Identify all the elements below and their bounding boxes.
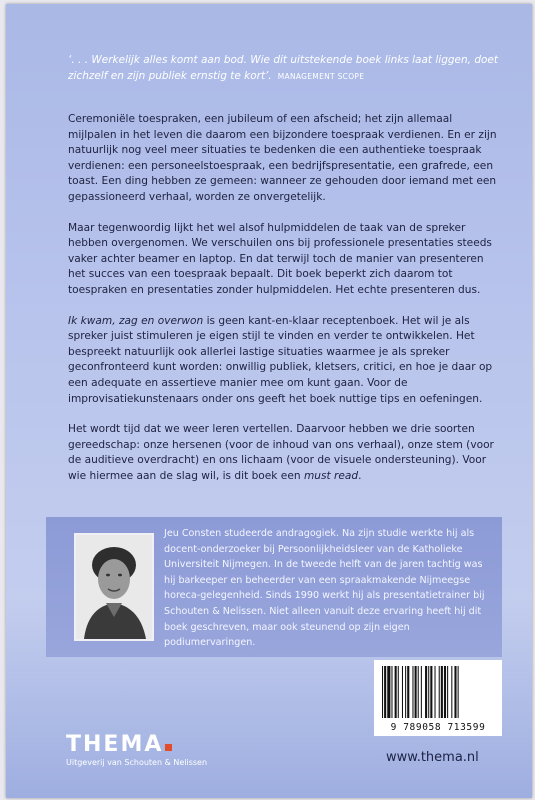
barcode-bar [395, 666, 397, 718]
barcode-bar [428, 666, 429, 718]
barcode-bar [415, 666, 417, 718]
barcode-bar [387, 666, 390, 718]
blurb-paragraph-3 [68, 314, 500, 408]
blurb-paragraph-4-end: . [358, 469, 362, 482]
barcode-bar [407, 666, 409, 718]
barcode-bar [398, 666, 399, 718]
barcode-bar [458, 666, 459, 718]
blurb-paragraph-4-text: Het wordt tijd dat we weer leren vertellen. Daarvoor hebben we drie soorten gereedschap: onze hersenen (voor de inhoud van ons verhaal), onze stem (voor de auditieve overdracht) en ons lichaam (voor de visuele ondersteuning). Voor wie hiermee aan de slag wil, is dit boek een [68, 423, 494, 482]
barcode-bar [441, 666, 443, 718]
barcode-bar [430, 666, 432, 718]
must-read-emphasis: must read [303, 469, 359, 482]
barcode-bar [418, 666, 419, 718]
author-photo [74, 533, 154, 641]
blurb [68, 112, 500, 499]
book-title-inline: Ik kwam, zag en overwon [68, 314, 204, 327]
quote-source: MANAGEMENT SCOPE [277, 72, 365, 81]
barcode-icon [374, 660, 502, 722]
review-quote [68, 52, 498, 85]
barcode-bar [451, 666, 452, 718]
barcode-bar [384, 666, 386, 718]
logo-wordmark: THEMA [66, 732, 164, 757]
publisher-website: www.thema.nl [386, 750, 479, 765]
barcode-bar [439, 666, 440, 718]
barcode-bar [412, 666, 413, 718]
blurb-paragraph-2: Maar tegenwoordig lijkt het wel alsof hulpmiddelen de taak van de spreker hebben overgenomen. We verschuilen ons bij professionele presentaties steeds vaker achter beamer en laptop. En dat terwijl toch de manier van presenteren het succes van een toespraak bepaalt. Dit boek beperkt zich daarom tot toespraken en presentaties zonder hulpmiddelen. Het echte presenteren dus. [68, 221, 492, 296]
barcode-bar [425, 666, 427, 718]
book-back-cover [6, 4, 532, 798]
barcode [374, 660, 502, 736]
barcode-bar [435, 666, 436, 718]
barcode-bar [405, 666, 406, 718]
barcode-bar [447, 666, 448, 718]
isbn-number: 9 789058 713599 [390, 722, 486, 733]
publisher-logo [66, 732, 207, 767]
barcode-bar [391, 666, 392, 718]
author-bio [164, 526, 494, 651]
author-bio-text: Jeu Consten studeerde andragogiek. Na zijn studie werkte hij als docent-onderzoeker bij Persoonlijkheidsleer van de Katholieke Universiteit Nijmegen. In de tweede helft van de jaren tachtig was hij barkeeper en beheerder van een spraakmakende Nijmeegse horeca-gelegenheid. Sinds 1990 werkt hij als presentatietrainer bij Schouten & Nelissen. Niet alleen vanuit deze ervaring heeft hij dit boek geschreven, maar ook steunend op zijn eigen podiumervaringen. [164, 528, 485, 649]
blurb-paragraph-4 [68, 422, 500, 484]
blurb-paragraph-3-text: is geen kant-en-klaar receptenboek. Het wil je als spreker juist stimuleren je eigen stijl te vinden en verder te ontwikkelen. Het bespreekt natuurlijk ook allerlei lastige situaties waarmee je als spreker geconfronteerd kunt worden: onwillig publiek, kletsers, critici, en hoe je daar op een adequate en assertieve manier mee om kunt gaan. Voor de improvisatiekunstenaars onder ons geeft het boek nuttige tips en oefeningen. [68, 314, 493, 405]
barcode-bar [421, 666, 422, 718]
barcode-bar [382, 666, 383, 718]
barcode-bar [444, 666, 446, 718]
author-panel [46, 517, 502, 657]
barcode-bar [402, 666, 403, 718]
blurb-paragraph-1: Ceremoniële toespraken, een jubileum of een afscheid; het zijn allemaal mijlpalen in het leven die daarom een bijzondere toespraak verdienen. En er zijn natuurlijk nog veel meer situaties te bedenken die een authentieke toespraak verdienen: een personeelstoespraak, een bedrijfspresentatie, een grafrede, een toast. Een ding hebben ze gemeen: wanneer ze gehouden door iemand met een gepassioneerd verhaal, worden ze onvergetelijk. [68, 113, 497, 203]
logo-square-icon [165, 744, 172, 751]
barcode-bar [454, 666, 456, 718]
quote-text: ‘. . . Werkelijk alles komt aan bod. Wie dit uitstekende boek links laat liggen, doet zichzelf en zijn publiek ernstig te kort’. [68, 54, 498, 82]
publisher-name: Uitgeverij van Schouten & Nelissen [66, 758, 208, 767]
author-portrait-icon [76, 535, 152, 639]
